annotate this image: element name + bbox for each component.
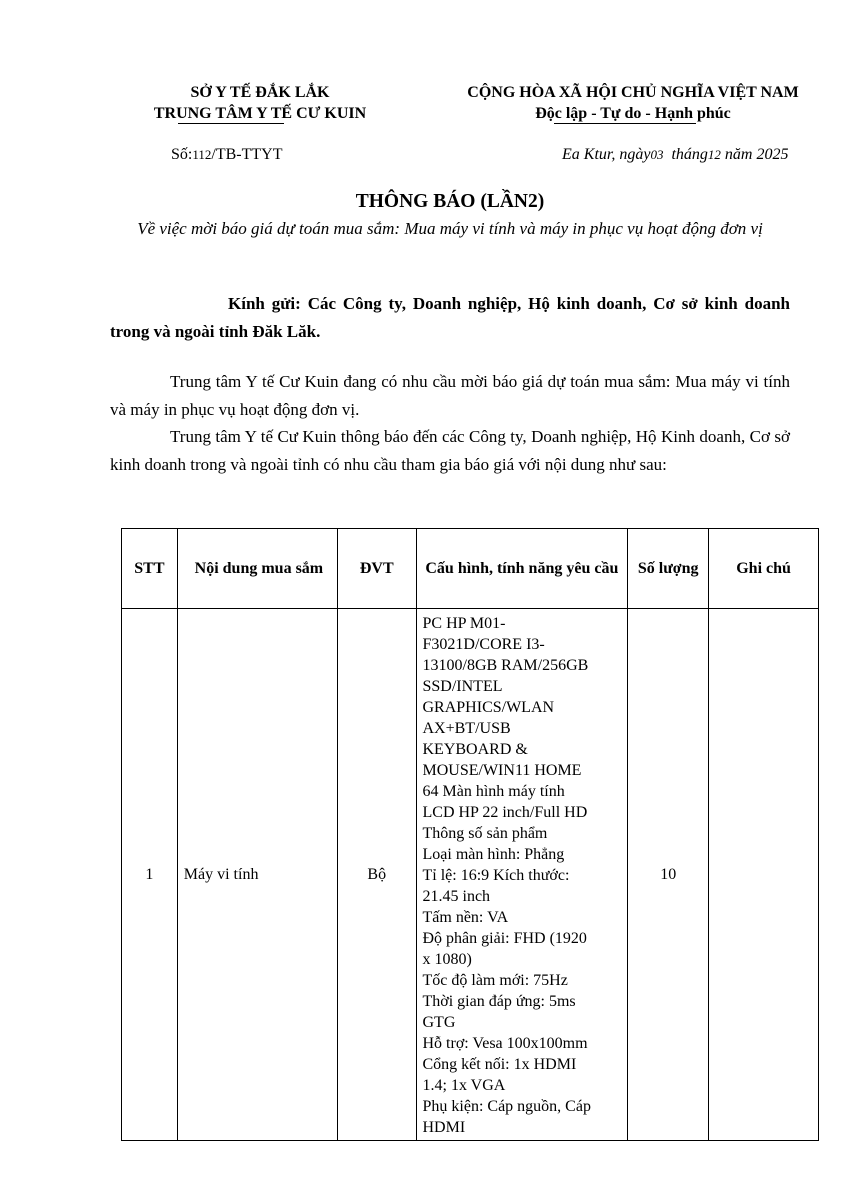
document-number-suffix: /TB-TTYT [211,146,283,163]
header-spec: Cấu hình, tính năng yêu cầu [416,529,628,609]
cell-spec [416,609,628,1141]
spec-line: Cổng kết nối: 1x HDMI [422,1056,577,1073]
spec-line: SSD/INTEL [422,678,503,695]
motto-underline [554,123,696,124]
spec-line: PC HP M01- [422,615,506,632]
document-subtitle: Về việc mời báo giá dự toán mua sắm: Mua máy vi tính và máy in phục vụ hoạt động đơn vị [137,219,763,238]
cell-stt: 1 [122,609,178,1141]
spec-line: KEYBOARD & [422,741,528,758]
header-unit: ĐVT [338,529,417,609]
spec-text [417,609,628,1140]
spec-line: Loại màn hình: Phẳng [422,846,565,863]
cell-note [709,609,819,1141]
spec-line: HDMI [422,1119,466,1136]
national-title: CỘNG HÒA XÃ HỘI CHỦ NGHĨA VIỆT NAM [467,84,799,101]
issuer-block [112,82,408,124]
cell-quantity: 10 [628,609,709,1141]
national-motto: Độc lập - Tự do - Hạnh phúc [535,105,731,122]
spec-line: Tỉ lệ: 16:9 Kích thước: [422,867,570,884]
issuer-department: SỞ Y TẾ ĐẮK LẮK [190,84,330,101]
date-year: năm 2025 [724,146,789,163]
cell-content: Máy vi tính [177,609,337,1141]
recipient-line: Kính gửi: Các Công ty, Doanh nghiệp, Hộ kinh doanh, Cơ sở kinh doanh trong và ngoài tỉnh Đăk Lăk. [110,294,790,341]
document-number [171,146,282,164]
place-date [562,146,788,164]
header-note: Ghi chú [709,529,819,609]
table-row [122,609,819,1141]
spec-line: Thời gian đáp ứng: 5ms [422,993,576,1010]
body-paragraph-1: Trung tâm Y tế Cư Kuin đang có nhu cầu mời báo giá dự toán mua sắm: Mua máy vi tính và máy in phục vụ hoạt động đơn vị. [110,372,790,419]
spec-line: Phụ kiện: Cáp nguồn, Cáp [422,1098,591,1115]
place-date-prefix: Ea Ktur, ngày [562,146,651,163]
body-paragraph-2: Trung tâm Y tế Cư Kuin thông báo đến các Công ty, Doanh nghiệp, Hộ Kinh doanh, Cơ sở kinh doanh trong và ngoài tỉnh có nhu cầu tham gia báo giá với nội dung như sau: [110,427,790,474]
header-quantity: Số lượng [628,529,709,609]
spec-line: F3021D/CORE I3- [422,636,545,653]
document-title: THÔNG BÁO (LẦN2) [355,191,545,212]
spec-line: Thông số sản phẩm [422,825,548,842]
spec-line: 13100/8GB RAM/256GB [422,657,589,674]
spec-line: 21.45 inch [422,888,491,905]
spec-line: Tốc độ làm mới: 75Hz [422,972,568,989]
spec-line: Tấm nền: VA [422,909,509,926]
spec-line: 64 Màn hình máy tính [422,783,565,800]
issuer-underline [178,123,284,124]
date-day: 03 [650,147,664,162]
document-number-prefix: Số: [171,146,193,163]
national-heading [432,82,834,124]
procurement-table [121,528,819,1141]
spec-line: 1.4; 1x VGA [422,1077,506,1094]
document-number-value: 112 [192,147,212,162]
table-header-row [122,529,819,609]
date-month: 12 [707,147,721,162]
spec-line: LCD HP 22 inch/Full HD [422,804,588,821]
date-month-label: tháng [671,146,708,163]
spec-line: GRAPHICS/WLAN [422,699,555,716]
issuer-center: TRUNG TÂM Y TẾ CƯ KUIN [153,105,367,122]
spec-line: Hỗ trợ: Vesa 100x100mm [422,1035,588,1052]
header-stt: STT [122,529,178,609]
header-content: Nội dung mua sắm [177,529,337,609]
spec-line: Độ phân giải: FHD (1920 [422,930,587,947]
cell-unit: Bộ [338,609,417,1141]
spec-line: GTG [422,1014,456,1031]
spec-line: AX+BT/USB [422,720,511,737]
spec-line: x 1080) [422,951,472,968]
spec-line: MOUSE/WIN11 HOME [422,762,582,779]
